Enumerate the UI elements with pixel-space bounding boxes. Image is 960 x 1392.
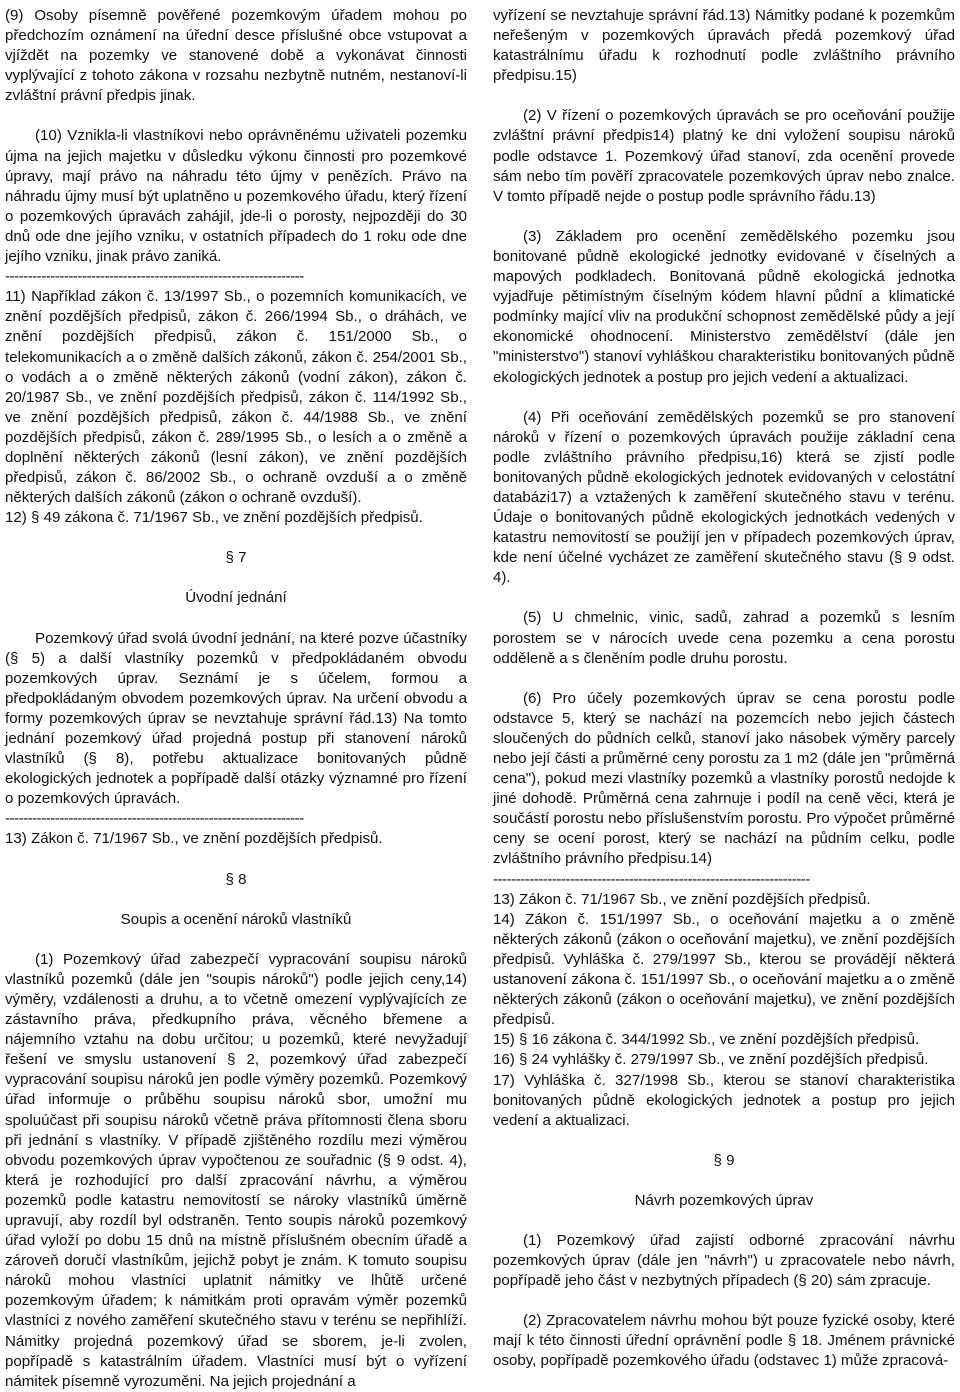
paragraph-10: (10) Vznikla-li vlastníkovi nebo oprávněnému uživateli pozemku újma na jejich majetku v důsledku výkonu činnosti pro pozemkové úpravy, mají právo na náhradu této újmy v penězích. Právo na náhradu újmy musí být uplatněno u pozemkového úřadu, který řízení o pozemkových úpravách zahájil, jde-li o porosty, nejpozději do 30 dnů ode dne jejího vzniku, v ostatních případech do 1 roku ode dne jejího vzniku, jinak právo zaniká. — [5, 127, 467, 266]
section-9-paragraph-1: (1) Pozemkový úřad zajistí odborné zpracování návrhu pozemkových úprav (dále jen "návrh") u zpracovatele nebo návrh, popřípadě jeho část v nezbytných případech (§ 20) sám zpracuje. — [493, 1231, 955, 1290]
paragraph-9: (9) Osoby písemně pověřené pozemkovým úřadem mohou po předchozím oznámení na úřední desce příslušné obce vstupovat a vjíždět na pozemky ve stanovené době a vykonávat činnosti vyplývající z tohoto zákona v rozsahu nezbytně nutném, nestanoví-li zvláštní právní předpis jinak. — [5, 7, 467, 105]
footnote-14: 14) Zákon č. 151/1997 Sb., o oceňování majetku a o změně některých zákonů (zákon o oceňování majetku), ve znění pozdějších předpisů. Vyhláška č. 279/1997 Sb., kterou se provádějí některá ustanovení zákona č. 151/1997 Sb., o oceňování majetku a o změně některých zákonů (zákon o oceňování majetku), ve znění pozdějších předpisů. — [493, 910, 955, 1029]
paragraph-4: (4) Při oceňování zemědělských pozemků se pro stanovení nároků v řízení o pozemkových úpravách použije základní cena podle zvláštního právního předpisu,16) která se zjistí podle bonitovaných půdně ekologických jednotek evidovaných v celostátní databázi17) a vztažených k zaměření skutečného stavu v terénu. Údaje o bonitovaných půdně ekologických jednotkách vedených v katastru nemovitostí se použijí jen v případech pozemkových úprav, kde není účelné vycházet ze zaměření skutečného stavu (§ 9 odst. 4). — [493, 408, 955, 587]
paragraph-3: (3) Základem pro ocenění zemědělského pozemku jsou bonitované půdně ekologické jednotky evidované v číselných a mapových podkladech. Bonitovaná půdně ekologická jednotka vyjadřuje pětimístným číselným kódem hlavní půdní a klimatické podmínky mající vliv na produkční schopnost zemědělské půdy a její ekonomické ohodnocení. Ministerstvo zemědělství (dále jen "ministerstvo") stanoví vyhláškou charakteristiku bonitovaných půdně ekologických jednotek a postup pro jejich vedení a aktualizaci. — [493, 227, 955, 386]
paragraph-5: (5) U chmelnic, vinic, sadů, zahrad a pozemků s lesním porostem se v nárocích uvede cena pozemku a cena porostu odděleně a s členěním podle druhu porostu. — [493, 609, 955, 667]
section-9-title: Návrh pozemkových úprav — [634, 1191, 814, 1209]
paragraph-2: (2) V řízení o pozemkových úpravách se pro oceňování použije zvláštní právní předpis14) platný ke dni vyložení soupisu nároků podle odstavce 1. Pozemkový úřad stanoví, zda ocenění provede sám nebo tím pověří zpracovatele pozemkových úprav nebo znalce. V tomto případě nejde o postup podle správního řádu.13) — [493, 107, 955, 205]
footnote-separator: ---------------------------------------------------------------------- — [493, 870, 810, 888]
section-8-paragraph-1: (1) Pozemkový úřad zabezpečí vypracování soupisu nároků vlastníků pozemků (dále jen "soupis nároků") podle jejich ceny,14) výměry, vzdálenosti a druhu, a to včetně omezení vyplývajících ze zástavního práva, předkupního práva, věcného břemene a nájemního vztahu na dobu určitou; u pozemků, které nevyžadují řešení ve smyslu ustanovení § 2, pozemkový úřad zabezpečí vypracování soupisu nároků jen podle výměry pozemků. Pozemkový úřad informuje o průběhu soupisu nároků sbor, umožní mu spoluúčast při soupisu nároků včetně práva přítomnosti člena sboru při jednání s vlastníky. V případě zjištěného rozdílu mezi výměrou obvodu pozemkových úprav vypočtenou ze souřadnic (§ 9 odst. 4), která je rozhodující pro další zpracování návrhu, a výměrou pozemků podle katastru nemovitostí se nároky vlastníků úměrně upravují, aby rozdíl byl odstraněn. Tento soupis nároků pozemkový úřad vyloží po dobu 15 dnů na místně příslušném obecním úřadě a zároveň doručí vlastníkům, jejichž pobyt je znám. K tomuto soupisu nároků mohou vlastníci uplatnit námitky ve lhůtě určené pozemkovým úřadem; k námitkám proti opravám výměr pozemků vlastníci z nového zaměření skutečného stavu v terénu se nepřihlíží. Námitky projedná pozemkový úřad se sborem, je-li zvolen, popřípadě s katastrálním úřadem. Vlastníci musí být o vyřízení námitek písemně vyrozuměni. Na jejich projednání a — [5, 950, 467, 1390]
footnote-17: 17) Vyhláška č. 327/1998 Sb., kterou se stanoví charakteristika bonitovaných půdně ekologických jednotek a postup pro jejich vedení a aktualizaci. — [493, 1071, 955, 1129]
footnotes-block — [5, 287, 467, 528]
footnote-15: 15) § 16 zákona č. 344/1992 Sb., ve znění pozdějších předpisů. — [493, 1031, 920, 1049]
section-9-number: § 9 — [713, 1151, 735, 1169]
footnote-11: 11) Například zákon č. 13/1997 Sb., o pozemních komunikacích, ve znění pozdějších předpisů, zákon č. 266/1994 Sb., o dráhách, ve znění pozdějších předpisů, zákon č. 151/2000 Sb., o telekomunikacích a o změně dalších zákonů, zákon č. 254/2001 Sb., o vodách a o změně některých zákonů (vodní zákon), zákon č. 20/1987 Sb., ve znění pozdějších předpisů, zákon č. 114/1992 Sb., ve znění pozdějších předpisů, zákon č. 44/1988 Sb., ve znění pozdějších předpisů, zákon č. 289/1995 Sb., o lesích a o změně a doplnění některých zákonů (lesní zákon), ve znění pozdějších předpisů, zákon č. 86/2002 Sb., o ochraně ovzduší a o změně některých dalších zákonů (zákon o ochraně ovzduší). — [5, 288, 467, 507]
right-column — [493, 6, 955, 1372]
footnote-13: 13) Zákon č. 71/1967 Sb., ve znění pozdějších předpisů. — [5, 830, 383, 848]
footnotes-block — [493, 890, 955, 1131]
paragraph-6: (6) Pro účely pozemkových úprav se cena porostu podle odstavce 5, který se nachází na pozemcích nebo jejich částech sloučených do půdních celků, stanoví jako násobek výměry parcely nebo její části a průměrné ceny porostu za 1 m2 (dále jen "průměrná cena"), pokud mezi vlastníky pozemků a vlastníky porostů nedojde k jiné dohodě. Průměrná cena zahrnuje i podíl na ceně věci, která je součástí porostu nebo příslušenstvím porostu. Pro výpočet průměrné ceny se ocení porost, který se nachází na půdním celku, podle zvláštního právního předpisu.14) — [493, 689, 955, 868]
left-column — [5, 6, 467, 1392]
section-7-number: § 7 — [225, 549, 247, 567]
footnote-separator: ------------------------------------------------------------------ — [5, 810, 304, 828]
footnote-12: 12) § 49 zákona č. 71/1967 Sb., ve znění pozdějších předpisů. — [5, 509, 423, 527]
section-7-title: Úvodní jednání — [185, 589, 287, 607]
footnote-16: 16) § 24 vyhlášky č. 279/1997 Sb., ve znění pozdějších předpisů. — [493, 1051, 929, 1069]
section-9-paragraph-2: (2) Zpracovatelem návrhu mohou být pouze fyzické osoby, které mají k této činnosti úřední oprávnění podle § 18. Jménem právnické osoby, popřípadě pozemkového úřadu (odstavec 1) může zpracová- — [493, 1312, 955, 1370]
paragraph-1-continued: vyřízení se nevztahuje správní řád.13) Námitky podané k pozemkům neřešeným v pozemkových úpravách předá pozemkový úřad katastrálnímu úřadu k rozhodnutí podle zvláštního právního předpisu.15) — [493, 7, 955, 85]
section-8-number: § 8 — [225, 870, 247, 888]
section-7-paragraph: Pozemkový úřad svolá úvodní jednání, na které pozve účastníky (§ 5) a další vlastníky pozemků v předpokládaném obvodu pozemkových úprav. Seznámí je s účelem, formou a předpokládaným obvodem pozemkových úprav. Na určení obvodu a formy pozemkových úprav se nevztahuje správní řád.13) Na tomto jednání pozemkový úřad projedná postup při stanovení nároků vlastníků (§ 8), potřebu aktualizace bonitovaných půdně ekologických jednotek a popřípadě další otázky významné pro řízení o pozemkových úpravách. — [5, 629, 467, 808]
footnote-separator: ------------------------------------------------------------------ — [5, 268, 304, 286]
footnote-13: 13) Zákon č. 71/1967 Sb., ve znění pozdějších předpisů. — [493, 890, 871, 908]
section-8-title: Soupis a ocenění nároků vlastníků — [120, 910, 352, 928]
